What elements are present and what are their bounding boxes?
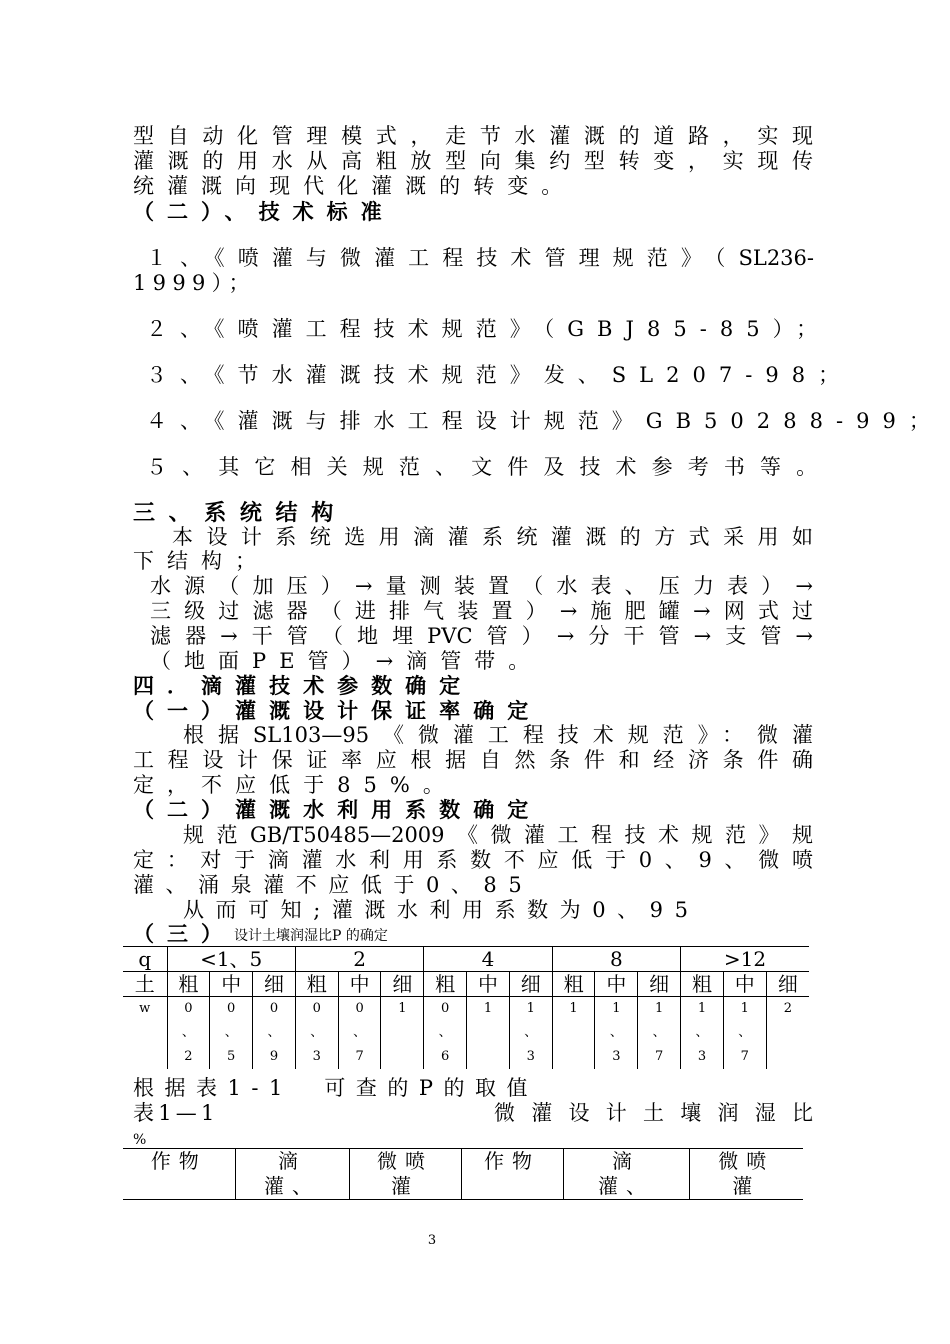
w-value-part: 0: [441, 1001, 450, 1016]
w-value: [338, 997, 381, 1070]
w-row: [123, 997, 809, 1070]
w-value: [595, 997, 638, 1070]
w-value-part: 1: [483, 1001, 493, 1016]
sec3-line-1: 本设计系统选用滴灌系统灌溉的方式采用如: [172, 525, 813, 549]
w-value-part: 2: [184, 1049, 193, 1064]
sub1-line-3: 定，不应低于85%。: [133, 773, 457, 797]
w-value-part: 1: [612, 1001, 621, 1016]
w-value-part: 、: [353, 1025, 367, 1040]
w-value-part: 7: [740, 1049, 749, 1064]
w-value-part: 3: [526, 1049, 535, 1064]
soil-label: 土: [123, 972, 167, 997]
crop-header-text: 灌: [391, 1174, 419, 1198]
soil-type: 中: [210, 972, 253, 997]
after-table-text: 根据表1-1 可查的P的取值: [133, 1076, 538, 1100]
w-value-part: 、: [524, 1025, 538, 1040]
table11-label: 表1—1: [133, 1101, 219, 1125]
sub1-line-2: 工程设计保证率应根据自然条件和经济条件确: [133, 748, 813, 772]
crop-header-cell: [563, 1149, 689, 1200]
soil-type: 粗: [552, 972, 595, 997]
standard-4: ４、《灌溉与排水工程设计规范》GB50288-99；: [146, 409, 943, 433]
w-value: [766, 997, 809, 1070]
w-value-part: 1: [569, 1001, 578, 1016]
w-value-part: 、: [609, 1025, 623, 1040]
w-value: [424, 997, 467, 1070]
crop-header-text: 滴: [278, 1149, 306, 1173]
soil-type: 细: [253, 972, 296, 997]
w-value-part: 3: [312, 1049, 321, 1064]
sub2-line-3: 灌、涌泉灌不应低于0、85: [133, 873, 534, 897]
w-value-part: 1: [697, 1001, 707, 1016]
sec4-heading: 四．滴灌技术参数确定: [133, 673, 474, 698]
w-label: w: [139, 1001, 151, 1016]
crop-header-text: [462, 1174, 563, 1199]
crop-header-text: 微喷: [718, 1149, 775, 1173]
intro-line-3: 统灌溉向现代化灌溉的转变。: [133, 174, 576, 198]
sec3-line-3: 水源（加压）→量测装置（水表、压力表）→: [150, 574, 813, 598]
crop-header-text: 作物: [150, 1149, 207, 1173]
w-value-part: 3: [697, 1049, 707, 1064]
sub3-label: （三）: [133, 921, 236, 946]
sub2-heading: （二）灌溉水利用系数确定: [133, 797, 542, 822]
soil-type: 中: [338, 972, 381, 997]
soil-type: 细: [766, 972, 809, 997]
w-value-part: 、: [224, 1025, 238, 1040]
w-value: [509, 997, 552, 1070]
w-value-part: 2: [783, 1001, 792, 1016]
w-value-part: 、: [438, 1025, 452, 1040]
sub2-line-2: 定：对于滴灌水利用系数不应低于0、9、微喷: [133, 848, 813, 872]
soil-type: 中: [723, 972, 766, 997]
soil-type: 中: [595, 972, 638, 997]
crop-header-row: [123, 1149, 803, 1200]
crop-header-cell: [123, 1149, 235, 1200]
crop-header-cell: [235, 1149, 349, 1200]
w-value-part: 6: [441, 1049, 450, 1064]
table11-title: 微灌设计土壤润湿比: [494, 1101, 813, 1125]
q-value: 4: [424, 947, 552, 972]
w-value-part: 0: [312, 1001, 321, 1016]
w-value-part: 0: [355, 1001, 364, 1016]
crop-header-text: 作物: [484, 1149, 540, 1173]
sub1-line-1: 根据SL103—95《微灌工程技术规范》：微灌: [183, 723, 813, 747]
w-value-part: 、: [652, 1025, 666, 1040]
soil-row: [123, 972, 809, 997]
sec3-line-5: 滤器→干管（地埋PVC管）→分干管→支管→: [150, 624, 813, 648]
crop-header-text: 微喷: [377, 1149, 433, 1173]
w-value-part: 1: [526, 1001, 535, 1016]
w-value-part: 1: [398, 1001, 407, 1016]
percent-unit: %: [133, 1132, 147, 1148]
w-value: [467, 997, 510, 1070]
soil-type: 细: [381, 972, 424, 997]
soil-type: 细: [638, 972, 681, 997]
w-value-part: 、: [267, 1025, 281, 1040]
soil-type: 粗: [167, 972, 210, 997]
q-value: >12: [681, 947, 809, 972]
w-value-part: 1: [655, 1001, 664, 1016]
w-value-part: 7: [655, 1049, 664, 1064]
intro-line-1: 型自动化管理模式，走节水灌溉的道路，实现: [133, 124, 813, 148]
sec3-line-2: 下结构；: [133, 549, 270, 573]
crop-header-cell: [461, 1149, 563, 1200]
sub3-title: 设计土壤润湿比P 的确定: [234, 928, 388, 944]
soil-type: 细: [509, 972, 552, 997]
w-value: [723, 997, 766, 1070]
w-value: [167, 997, 210, 1070]
crop-header-text: 灌、: [264, 1174, 320, 1198]
soil-type: 粗: [295, 972, 338, 997]
w-value: [638, 997, 681, 1070]
soil-type: 粗: [681, 972, 724, 997]
w-value: [681, 997, 724, 1070]
sec3-heading: 三、系统结构: [133, 500, 347, 526]
w-value-part: 、: [310, 1025, 324, 1040]
sec3-line-4: 三级过滤器（进排气装置）→施肥罐→网式过: [150, 599, 813, 623]
crop-header-cell: [349, 1149, 461, 1200]
w-value-part: 9: [269, 1049, 279, 1064]
crop-header-cell: [689, 1149, 803, 1200]
w-value-part: 3: [612, 1049, 621, 1064]
sub2-line-4: 从而可知;灌溉水利用系数为0、95: [183, 898, 700, 922]
w-value: [253, 997, 296, 1070]
standard-1-cont: 1999）；: [133, 271, 256, 295]
q-value: 2: [295, 947, 423, 972]
crop-header-text: 灌、: [598, 1174, 654, 1198]
w-value: [295, 997, 338, 1070]
crop-header-text: 灌: [732, 1174, 761, 1198]
standard-2: ２、《喷灌工程技术规范》（GBJ85-85）；: [146, 317, 831, 341]
w-value: [552, 997, 595, 1070]
soil-type: 粗: [424, 972, 467, 997]
w-value-part: 5: [227, 1049, 236, 1064]
w-value-part: 、: [695, 1025, 709, 1040]
sec3-line-6: （地面PE管）→滴管带。: [150, 649, 543, 673]
q-value: 8: [552, 947, 680, 972]
q-value: <1、5: [167, 947, 295, 972]
q-row: [123, 947, 809, 972]
standard-1: １、《喷灌与微灌工程技术管理规范》（SL236-: [146, 246, 814, 270]
crop-header-text: 滴: [612, 1149, 640, 1173]
crop-wetting-table: [123, 1148, 803, 1200]
w-value-part: 0: [227, 1001, 236, 1016]
intro-line-2: 灌溉的用水从高粗放型向集约型转变，实现传: [133, 149, 813, 173]
sub2-line-1: 规范GB/T50485—2009《微灌工程技术规范》规: [183, 823, 813, 847]
page-number: 3: [427, 1233, 437, 1248]
w-value-part: 、: [738, 1025, 752, 1040]
w-value-part: 、: [181, 1025, 195, 1040]
w-value-part: 0: [184, 1001, 193, 1016]
w-value-part: 7: [355, 1049, 364, 1064]
sec2-heading: （二）、技术标准: [133, 199, 395, 224]
wetting-ratio-table: [123, 946, 809, 1069]
standard-3: ３、《节水灌溉技术规范》发、SL207-98；: [146, 363, 853, 387]
w-value-part: 1: [740, 1001, 749, 1016]
q-label: q: [123, 947, 167, 972]
w-value: [381, 997, 424, 1070]
w-value-part: 0: [269, 1001, 279, 1016]
sub1-heading: （一）灌溉设计保证率确定: [133, 698, 542, 723]
w-value: [210, 997, 253, 1070]
crop-header-text: [123, 1174, 235, 1199]
standard-5: ５、其它相关规范、文件及技术参考书等。: [146, 455, 833, 479]
soil-type: 中: [467, 972, 510, 997]
